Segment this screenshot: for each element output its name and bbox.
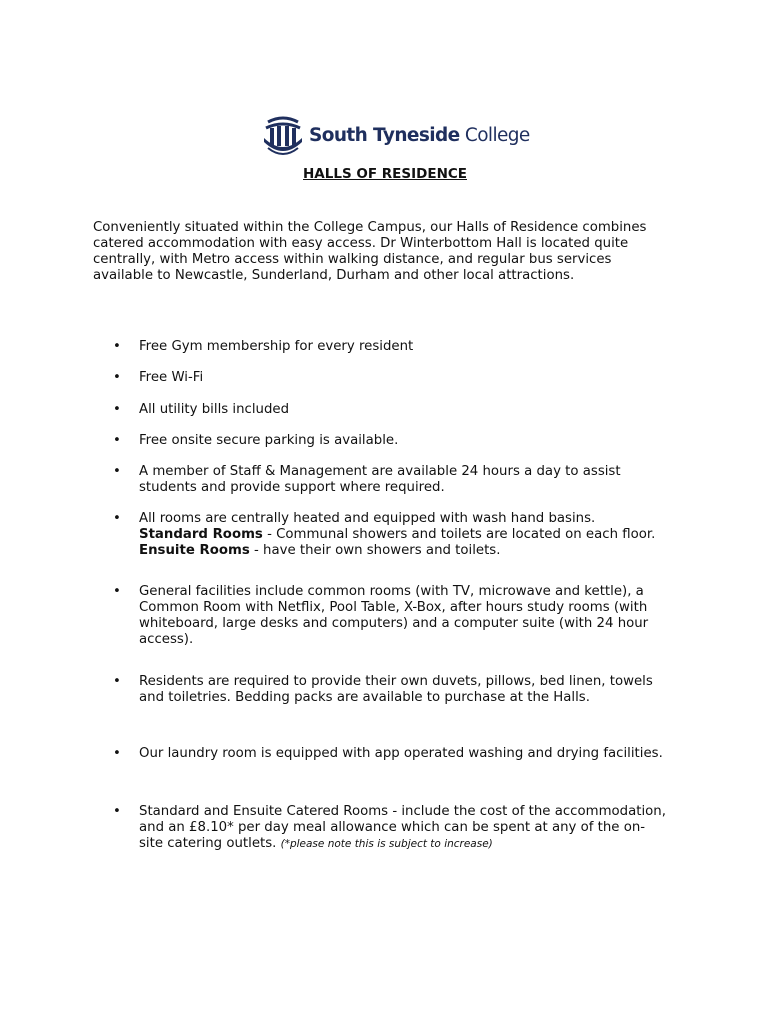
bullet-icon: • — [113, 339, 121, 354]
list-item-text: Free onsite secure parking is available. — [139, 433, 399, 448]
logo-text-regular: College — [459, 125, 530, 146]
ensuite-rooms-text: - have their own showers and toilets. — [249, 543, 501, 558]
bullet-icon: • — [113, 584, 121, 599]
catered-rooms-text: Standard and Ensuite Catered Rooms - include the cost of the accommodation, and an £8.10* per day meal allowance which can be spent at any of the on-site catering outlets. — [139, 804, 666, 851]
ensuite-rooms-label: Ensuite Rooms — [139, 543, 250, 558]
list-item-text — [139, 511, 669, 559]
bullet-icon: • — [113, 674, 121, 689]
list-item-text: A member of Staff & Management are available 24 hours a day to assist students and provide support where required. — [139, 464, 621, 495]
college-crest-icon — [262, 116, 304, 156]
page-title: HALLS OF RESIDENCE — [303, 166, 467, 182]
list-item-text: General facilities include common rooms (with TV, microwave and kettle), a Common Room with Netflix, Pool Table, X-Box, after hours study rooms (with whiteboard, large desks and computers) and a computer suite (with 24 hour access). — [139, 584, 649, 647]
bullet-icon: • — [113, 511, 121, 526]
list-item-text — [139, 804, 669, 852]
list-item-text: Free Gym membership for every resident — [139, 339, 414, 354]
bullet-icon: • — [113, 402, 121, 417]
intro-paragraph: Conveniently situated within the College Campus, our Halls of Residence combines catered accommodation with easy access. Dr Winterbottom Hall is located quite centrally, with Metro access within walking distance, and regular bus services available to Newcastle, Sunderland, Durham and other local attractions. — [93, 220, 647, 283]
list-item-text: All utility bills included — [139, 402, 290, 417]
college-logo — [262, 116, 530, 156]
bullet-icon: • — [113, 464, 121, 479]
list-item-text: Residents are required to provide their own duvets, pillows, bed linen, towels and toiletries. Bedding packs are available to purchase at the Halls. — [139, 674, 653, 705]
bullet-icon: • — [113, 804, 121, 819]
bullet-icon: • — [113, 370, 121, 385]
bullet-icon: • — [113, 433, 121, 448]
logo-text-bold: South Tyneside — [309, 125, 460, 146]
bullet-icon: • — [113, 746, 121, 761]
list-item-text: Our laundry room is equipped with app operated washing and drying facilities. — [139, 746, 663, 761]
rooms-intro-text: All rooms are centrally heated and equipped with wash hand basins. — [139, 511, 596, 526]
list-item-text: Free Wi-Fi — [139, 370, 204, 385]
college-logo-text — [309, 125, 530, 146]
standard-rooms-label: Standard Rooms — [139, 527, 263, 542]
standard-rooms-text: - Communal showers and toilets are located on each floor. — [262, 527, 656, 542]
price-note: (*please note this is subject to increase) — [280, 838, 493, 850]
